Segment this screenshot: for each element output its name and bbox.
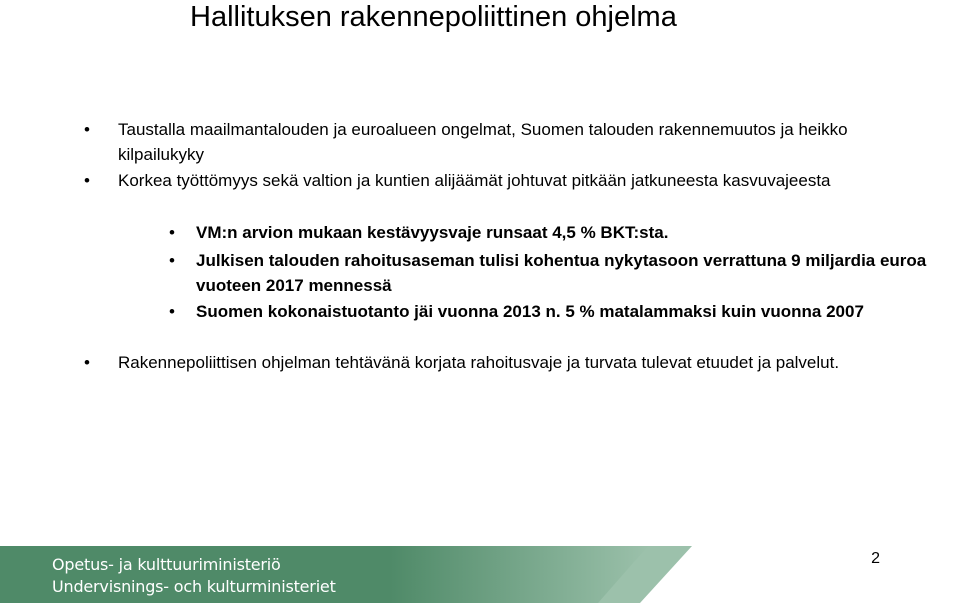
ministry-name-finnish: Opetus- ja kulttuuriministeriö	[52, 555, 281, 574]
bullet-text: Julkisen talouden rahoitusaseman tulisi kohentua nykytasoon verrattuna 9 miljardia euroa vuoteen 2017 mennessä	[196, 251, 927, 295]
bullet-text: VM:n arvion mukaan kestävyysvaje runsaat 4,5 % BKT:sta.	[196, 223, 669, 242]
bullet-marker: •	[84, 120, 90, 139]
bullet-marker: •	[84, 353, 90, 372]
ministry-name-swedish: Undervisnings- och kulturministeriet	[52, 577, 336, 596]
bullet-marker: •	[169, 302, 175, 321]
bullet-item	[84, 117, 918, 167]
bullet-text: Rakennepoliittisen ohjelman tehtävänä korjata rahoitusvaje ja turvata tulevat etuudet ja palvelut.	[118, 353, 840, 372]
sub-bullet-item	[169, 299, 931, 324]
bullet-item	[84, 350, 918, 375]
bullet-text: Suomen kokonaistuotanto jäi vuonna 2013 n. 5 % matalammaksi kuin vuonna 2007	[196, 302, 864, 321]
bullet-text: Korkea työttömyys sekä valtion ja kuntien alijäämät johtuvat pitkään jatkuneesta kasvuvajeesta	[118, 171, 831, 190]
page-number: 2	[871, 550, 880, 567]
bullet-marker: •	[169, 251, 175, 270]
bullet-item	[84, 168, 918, 193]
bullet-marker: •	[169, 223, 175, 242]
footer	[0, 546, 960, 603]
sub-bullet-item	[169, 220, 931, 245]
bullet-marker: •	[84, 171, 90, 190]
slide-title: Hallituksen rakennepoliittinen ohjelma	[190, 1, 677, 33]
sub-bullet-item	[169, 248, 931, 298]
bullet-text: Taustalla maailmantalouden ja euroalueen ongelmat, Suomen talouden rakennemuutos ja heikko kilpailukyky	[118, 120, 848, 164]
